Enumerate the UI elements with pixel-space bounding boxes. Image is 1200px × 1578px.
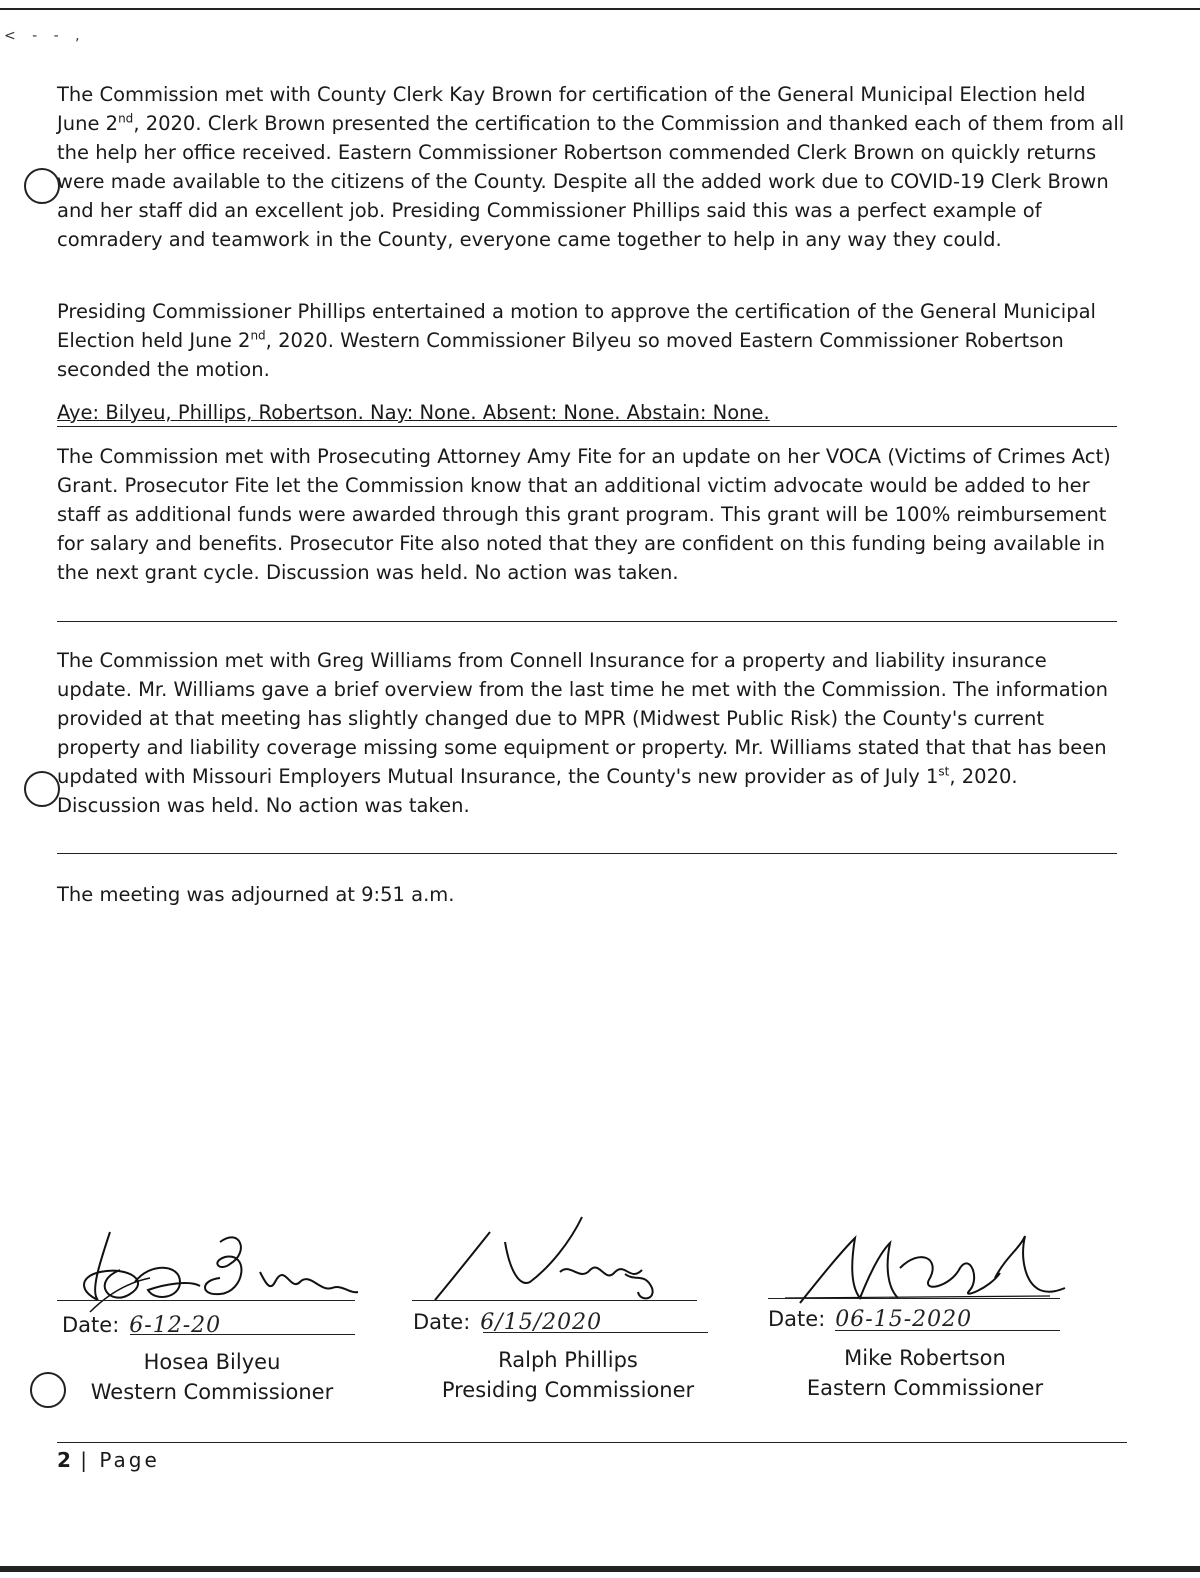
adjournment-text: The meeting was adjourned at 9:51 a.m. <box>57 883 455 906</box>
date-value: 6-12-20 <box>129 1313 222 1338</box>
paragraph-election-certification: The Commission met with County Clerk Kay Brown for certification of the General Municipal Election held June 2nd, 2020. Clerk Brown presented the certification to the Commission and thanked each of them from all the help her office received. Eastern Commissioner Robertson commended Clerk Brown on quickly returns were made available to the citizens of the County. Despite all the added work due to COVID-19 Clerk Brown and her staff did an excellent job. Presiding Commissioner Phillips said this was a perfect example of comradery and teamwork in the County, everyone came together to help in any way they could. <box>57 83 1125 251</box>
date-underline <box>483 1332 708 1333</box>
page-number: 2 <box>57 1448 71 1472</box>
signer-name: Ralph Phillips <box>498 1348 638 1372</box>
signer-role: Presiding Commissioner <box>441 1378 695 1402</box>
punch-hole-icon <box>24 168 60 204</box>
date-value: 06-15-2020 <box>835 1307 973 1332</box>
date-row <box>768 1307 972 1332</box>
page-footer <box>57 1448 160 1472</box>
signature-robertson <box>780 1228 1070 1308</box>
signer-role: Western Commissioner <box>90 1380 334 1404</box>
punch-hole-icon <box>30 1372 66 1408</box>
page-word: Page <box>99 1448 160 1472</box>
signature-line <box>412 1300 697 1301</box>
paragraph-motion: Presiding Commissioner Phillips entertained a motion to approve the certification of the General Municipal Election held June 2nd, 2020. Western Commissioner Bilyeu so moved Eastern Commissioner Robertson seconded the motion. <box>57 300 1096 381</box>
signer-role: Eastern Commissioner <box>806 1376 1044 1400</box>
bottom-scan-edge <box>0 1566 1200 1572</box>
top-scan-edge <box>0 8 1200 10</box>
footer-divider <box>57 1442 1127 1443</box>
signature-line <box>768 1298 1060 1299</box>
date-value: 6/15/2020 <box>480 1310 603 1335</box>
punch-hole-icon <box>24 771 60 807</box>
scan-marks: < - - , <box>4 28 86 44</box>
page-separator: | <box>80 1448 91 1472</box>
date-label: Date: <box>768 1307 826 1331</box>
signer-name: Hosea Bilyeu <box>143 1350 281 1374</box>
section-divider <box>57 621 1117 622</box>
date-label: Date: <box>62 1313 120 1337</box>
signature-phillips <box>420 1212 710 1307</box>
date-underline <box>130 1334 355 1335</box>
signer-name: Mike Robertson <box>844 1346 1006 1370</box>
paragraph-voca-grant: The Commission met with Prosecuting Attorney Amy Fite for an update on her VOCA (Victims of Crimes Act) Grant. Prosecutor Fite let the Commission know that an additional victim advocate would be added to her staff as additional funds were awarded through this grant program. This grant will be 100% reimbursement for salary and benefits. Prosecutor Fite also noted that they are confident on this funding being available in the next grant cycle. Discussion was held. No action was taken. <box>57 445 1111 584</box>
signature-line <box>57 1300 355 1301</box>
paragraph-insurance-update: The Commission met with Greg Williams from Connell Insurance for a property and liability insurance update. Mr. Williams gave a brief overview from the last time he met with the Commission. The information provided at that meeting has slightly changed due to MPR (Midwest Public Risk) the County's current property and liability coverage missing some equipment or property. Mr. Williams stated that that has been updated with Missouri Employers Mutual Insurance, the County's new provider as of July 1st, 2020. Discussion was held. No action was taken. <box>57 649 1109 817</box>
date-label: Date: <box>413 1310 471 1334</box>
vote-record: Aye: Bilyeu, Phillips, Robertson. Nay: None. Absent: None. Abstain: None. <box>57 400 1117 427</box>
section-divider <box>57 853 1117 854</box>
date-underline <box>835 1330 1060 1331</box>
signature-bilyeu <box>70 1222 360 1317</box>
